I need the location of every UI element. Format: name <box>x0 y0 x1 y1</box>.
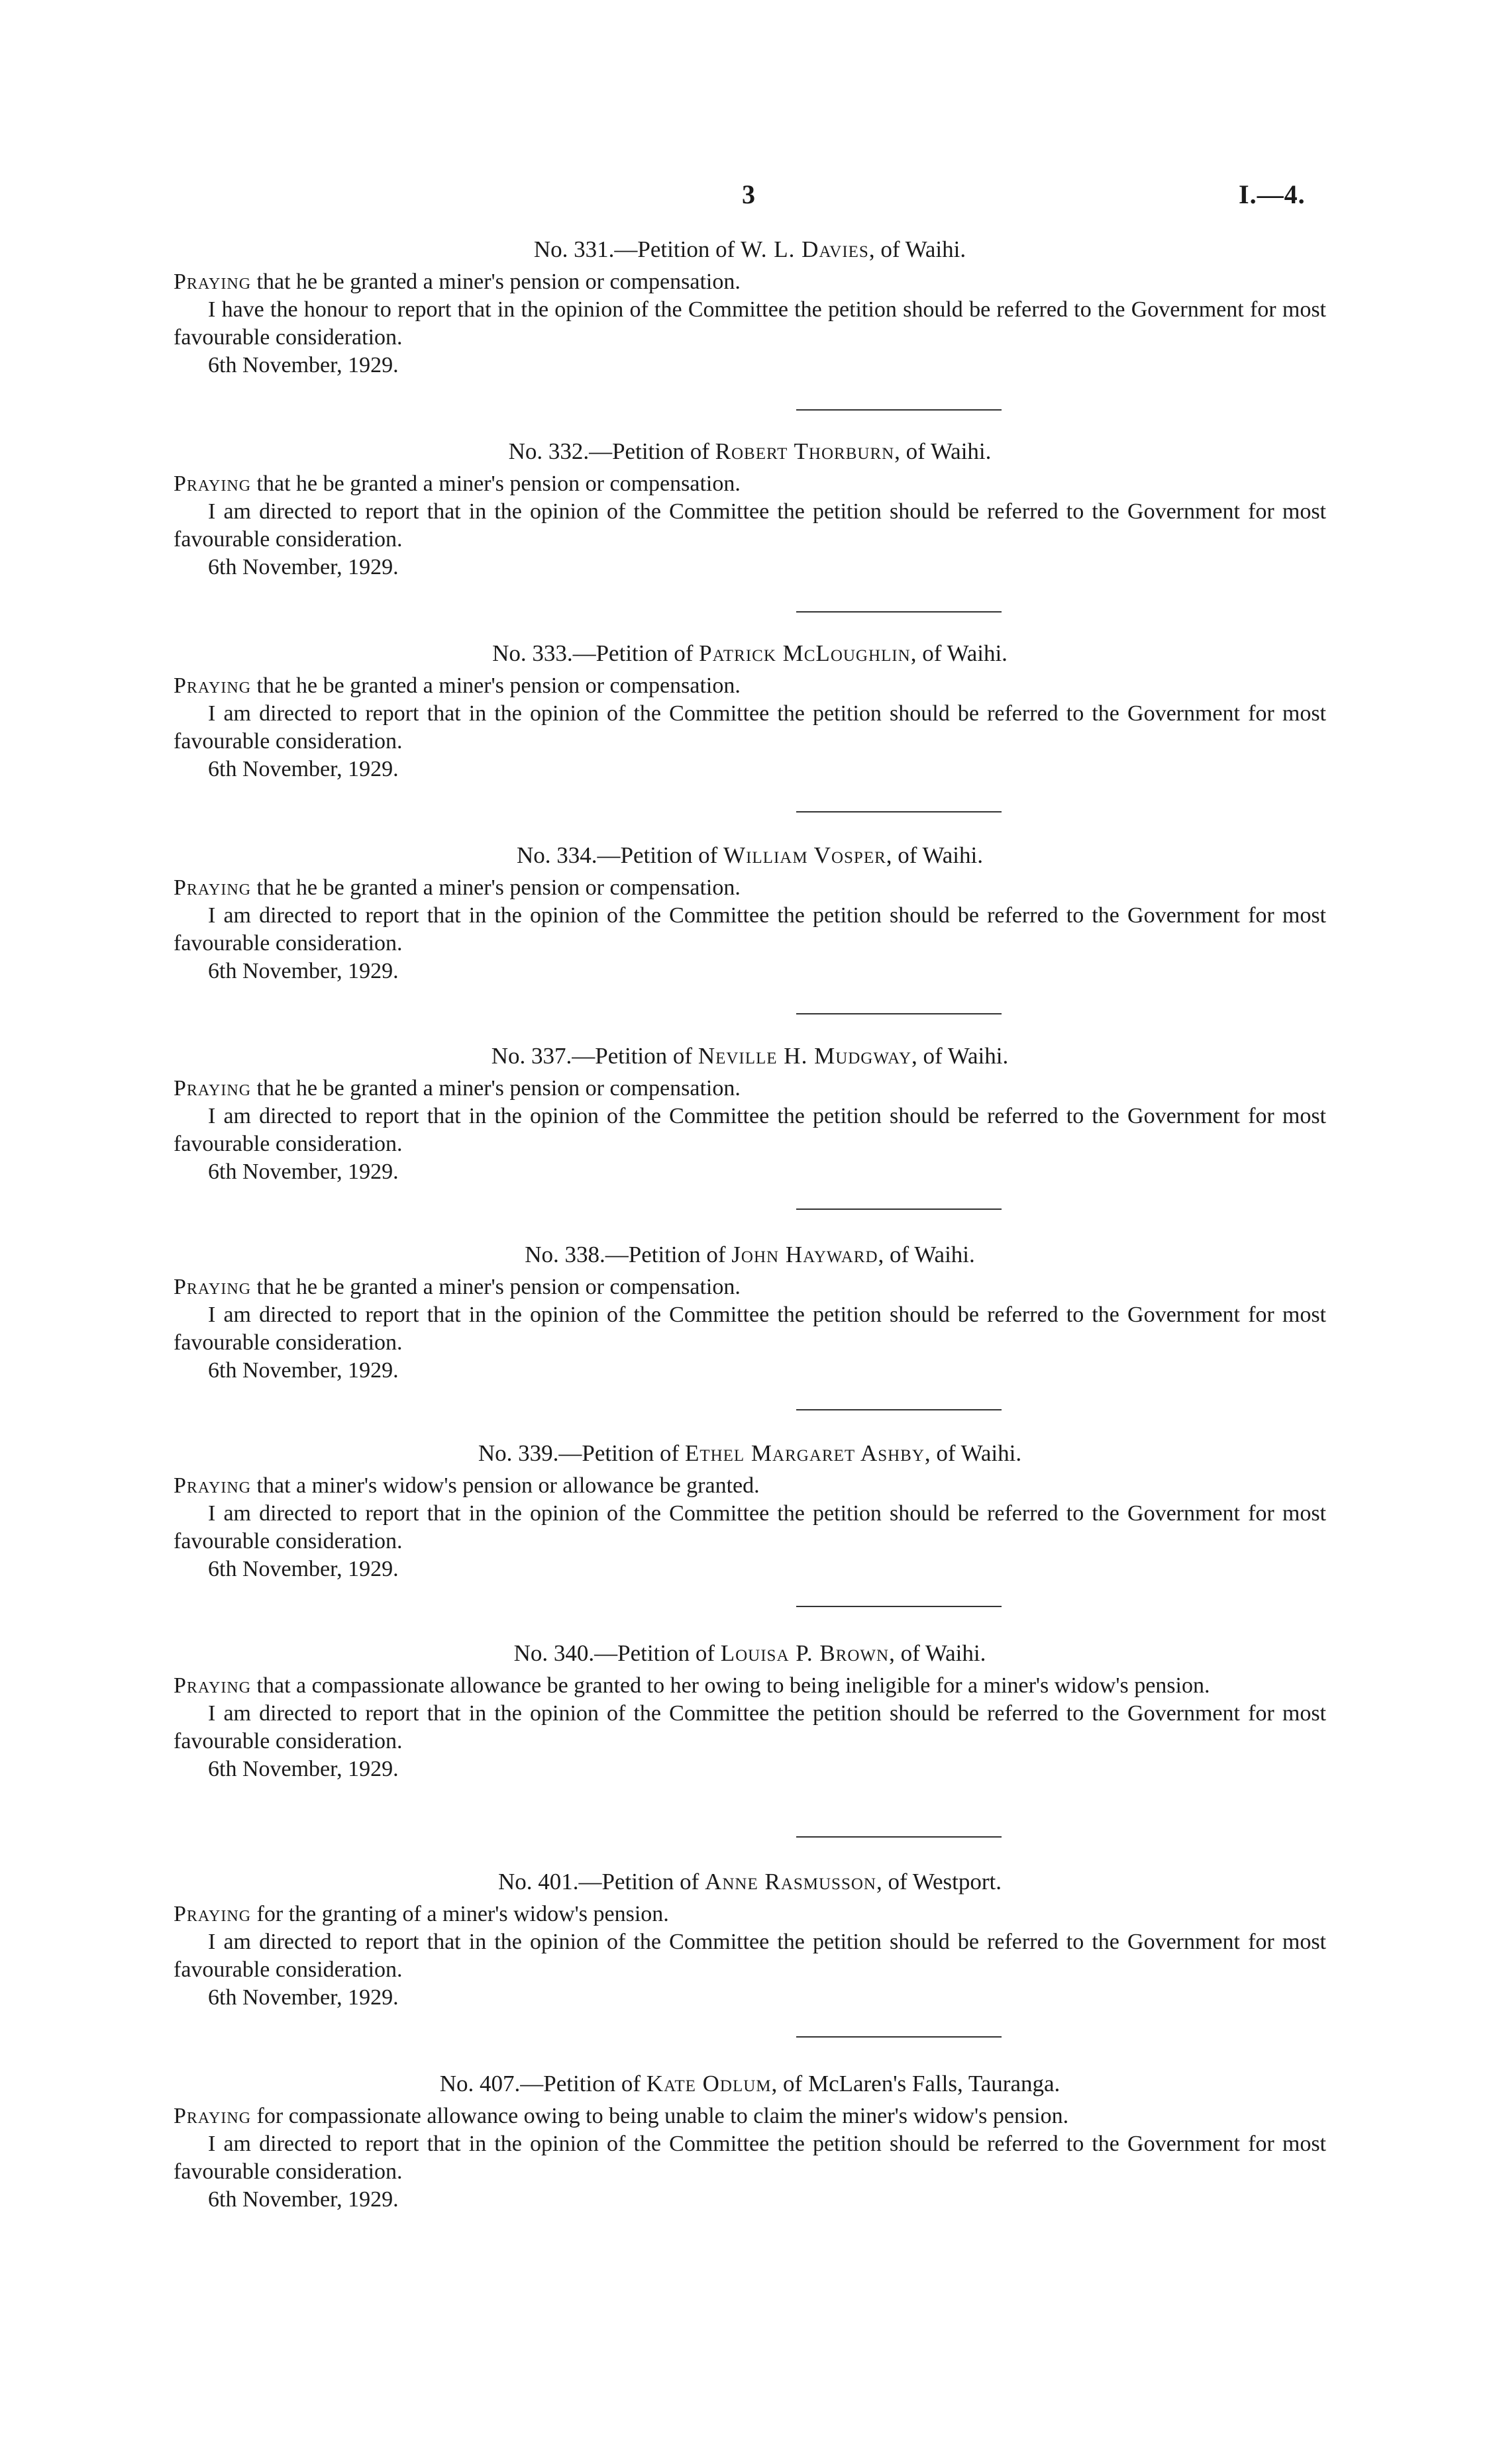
praying-line <box>174 470 1326 498</box>
petition-entry <box>174 639 1326 783</box>
report-paragraph: I am directed to report that in the opinion of the Committee the petition should be referred to the Government for most favourable consideration. <box>174 701 1326 754</box>
petitioner-name: John Hayward <box>731 1242 878 1267</box>
praying-line <box>174 1472 1326 1500</box>
section-divider <box>796 811 1002 813</box>
petition-title <box>174 235 1326 264</box>
petitioner-place: , of Waihi. <box>894 438 992 464</box>
praying-word: Praying <box>174 2104 252 2128</box>
report-date: 6th November, 1929. <box>208 1159 399 1184</box>
petition-title <box>174 1439 1326 1468</box>
petitioner-place: , of Westport. <box>876 1869 1002 1895</box>
petition-number: No. 333.—Petition of <box>492 640 694 666</box>
petitioner-name: Ethel Margaret Ashby <box>684 1440 925 1466</box>
petition-number: No. 340.—Petition of <box>513 1640 715 1666</box>
praying-word: Praying <box>174 1275 252 1299</box>
report-paragraph: I have the honour to report that in the opinion of the Committee the petition should be referred to the Government for most favourable consideration. <box>174 297 1326 350</box>
report-paragraph: I am directed to report that in the opinion of the Committee the petition should be referred to the Government for most favourable consideration. <box>174 1930 1326 1982</box>
praying-line <box>174 1075 1326 1103</box>
report-paragraph: I am directed to report that in the opinion of the Committee the petition should be referred to the Government for most favourable consideration. <box>174 1701 1326 1753</box>
petition-title <box>174 437 1326 466</box>
praying-word: Praying <box>174 1902 252 1926</box>
petitioner-name: Kate Odlum <box>646 2071 772 2096</box>
petition-number: No. 331.—Petition of <box>533 236 735 262</box>
petitioner-place: , of Waihi. <box>911 1043 1009 1069</box>
report-date: 6th November, 1929. <box>208 2187 399 2212</box>
report-date: 6th November, 1929. <box>208 959 399 983</box>
praying-word: Praying <box>174 875 252 900</box>
page-header <box>0 179 1503 219</box>
praying-text: that he be granted a miner's pension or compensation. <box>251 471 741 496</box>
praying-text: that he be granted a miner's pension or compensation. <box>251 673 741 698</box>
petition-number: No. 337.—Petition of <box>491 1043 693 1069</box>
section-divider <box>796 2036 1002 2038</box>
petitioner-place: , of Waihi. <box>924 1440 1022 1466</box>
petition-number: No. 401.—Petition of <box>497 1869 700 1895</box>
praying-text: that he be granted a miner's pension or compensation. <box>251 270 741 294</box>
petition-entry <box>174 235 1326 379</box>
petitioner-place: , of Waihi. <box>886 842 984 868</box>
section-divider <box>796 611 1002 613</box>
petition-title <box>174 1042 1326 1071</box>
petitioner-place: , of McLaren's Falls, Tauranga. <box>771 2071 1061 2096</box>
praying-line <box>174 2102 1326 2130</box>
petition-title <box>174 2069 1326 2098</box>
petition-title <box>174 1240 1326 1269</box>
praying-text: for the granting of a miner's widow's pension. <box>251 1902 669 1926</box>
page-number: 3 <box>742 179 755 209</box>
praying-text: that a compassionate allowance be granted to her owing to being ineligible for a miner's widow's pension. <box>251 1673 1210 1698</box>
section-divider <box>796 1208 1002 1210</box>
praying-text: that he be granted a miner's pension or compensation. <box>251 1076 741 1101</box>
praying-line <box>174 1900 1326 1928</box>
petition-title <box>174 1867 1326 1897</box>
petition-entry <box>174 437 1326 581</box>
report-date: 6th November, 1929. <box>208 555 399 579</box>
petitioner-place: , of Waihi. <box>889 1640 986 1666</box>
petition-number: No. 338.—Petition of <box>525 1242 726 1267</box>
praying-word: Praying <box>174 270 252 294</box>
report-date: 6th November, 1929. <box>208 1757 399 1781</box>
petition-title <box>174 841 1326 870</box>
petition-number: No. 334.—Petition of <box>516 842 718 868</box>
section-divider <box>796 1013 1002 1014</box>
petitioner-name: Louisa P. Brown <box>720 1640 890 1666</box>
petition-entry <box>174 1042 1326 1186</box>
petition-number: No. 339.—Petition of <box>478 1440 680 1466</box>
report-date: 6th November, 1929. <box>208 353 399 377</box>
petitioner-name: Robert Thorburn <box>715 438 895 464</box>
section-divider <box>796 409 1002 411</box>
petition-title <box>174 1639 1326 1668</box>
praying-line <box>174 1672 1326 1700</box>
petition-entry <box>174 1867 1326 2012</box>
petition-entry <box>174 2069 1326 2214</box>
praying-text: for compassionate allowance owing to being unable to claim the miner's widow's pension. <box>251 2104 1069 2128</box>
report-paragraph: I am directed to report that in the opinion of the Committee the petition should be referred to the Government for most favourable consideration. <box>174 1104 1326 1156</box>
petition-entry <box>174 1439 1326 1583</box>
praying-word: Praying <box>174 1076 252 1101</box>
praying-text: that he be granted a miner's pension or compensation. <box>251 875 741 900</box>
praying-word: Praying <box>174 471 252 496</box>
petition-title <box>174 639 1326 668</box>
petition-number: No. 407.—Petition of <box>439 2071 641 2096</box>
section-divider <box>796 1606 1002 1607</box>
report-date: 6th November, 1929. <box>208 1557 399 1581</box>
document-reference: I.—4. <box>1239 179 1306 209</box>
praying-text: that a miner's widow's pension or allowance be granted. <box>251 1473 760 1498</box>
petitioner-place: , of Waihi. <box>910 640 1008 666</box>
report-date: 6th November, 1929. <box>208 757 399 781</box>
petitioner-name: Anne Rasmusson <box>705 1869 876 1895</box>
petition-number: No. 332.—Petition of <box>508 438 709 464</box>
report-paragraph: I am directed to report that in the opinion of the Committee the petition should be referred to the Government for most favourable consideration. <box>174 1501 1326 1553</box>
petition-entry <box>174 1639 1326 1783</box>
report-date: 6th November, 1929. <box>208 1985 399 2010</box>
petitioner-place: , of Waihi. <box>878 1242 975 1267</box>
praying-word: Praying <box>174 1673 252 1698</box>
petition-entry <box>174 1240 1326 1385</box>
praying-line <box>174 268 1326 296</box>
praying-text: that he be granted a miner's pension or compensation. <box>251 1275 741 1299</box>
petitioner-name: William Vosper <box>723 842 886 868</box>
petitioner-place: , of Waihi. <box>868 236 966 262</box>
praying-word: Praying <box>174 673 252 698</box>
praying-word: Praying <box>174 1473 252 1498</box>
praying-line <box>174 1273 1326 1301</box>
petitioner-name: Neville H. Mudgway <box>698 1043 911 1069</box>
report-paragraph: I am directed to report that in the opinion of the Committee the petition should be referred to the Government for most favourable consideration. <box>174 1303 1326 1355</box>
petitioner-name: Patrick McLoughlin <box>699 640 911 666</box>
report-date: 6th November, 1929. <box>208 1358 399 1383</box>
praying-line <box>174 672 1326 700</box>
report-paragraph: I am directed to report that in the opinion of the Committee the petition should be referred to the Government for most favourable consideration. <box>174 499 1326 552</box>
section-divider <box>796 1409 1002 1410</box>
praying-line <box>174 874 1326 902</box>
report-paragraph: I am directed to report that in the opinion of the Committee the petition should be referred to the Government for most favourable consideration. <box>174 2132 1326 2184</box>
report-paragraph: I am directed to report that in the opinion of the Committee the petition should be referred to the Government for most favourable consideration. <box>174 903 1326 956</box>
petitioner-name: W. L. Davies <box>740 236 869 262</box>
section-divider <box>796 1836 1002 1838</box>
petition-entry <box>174 841 1326 985</box>
